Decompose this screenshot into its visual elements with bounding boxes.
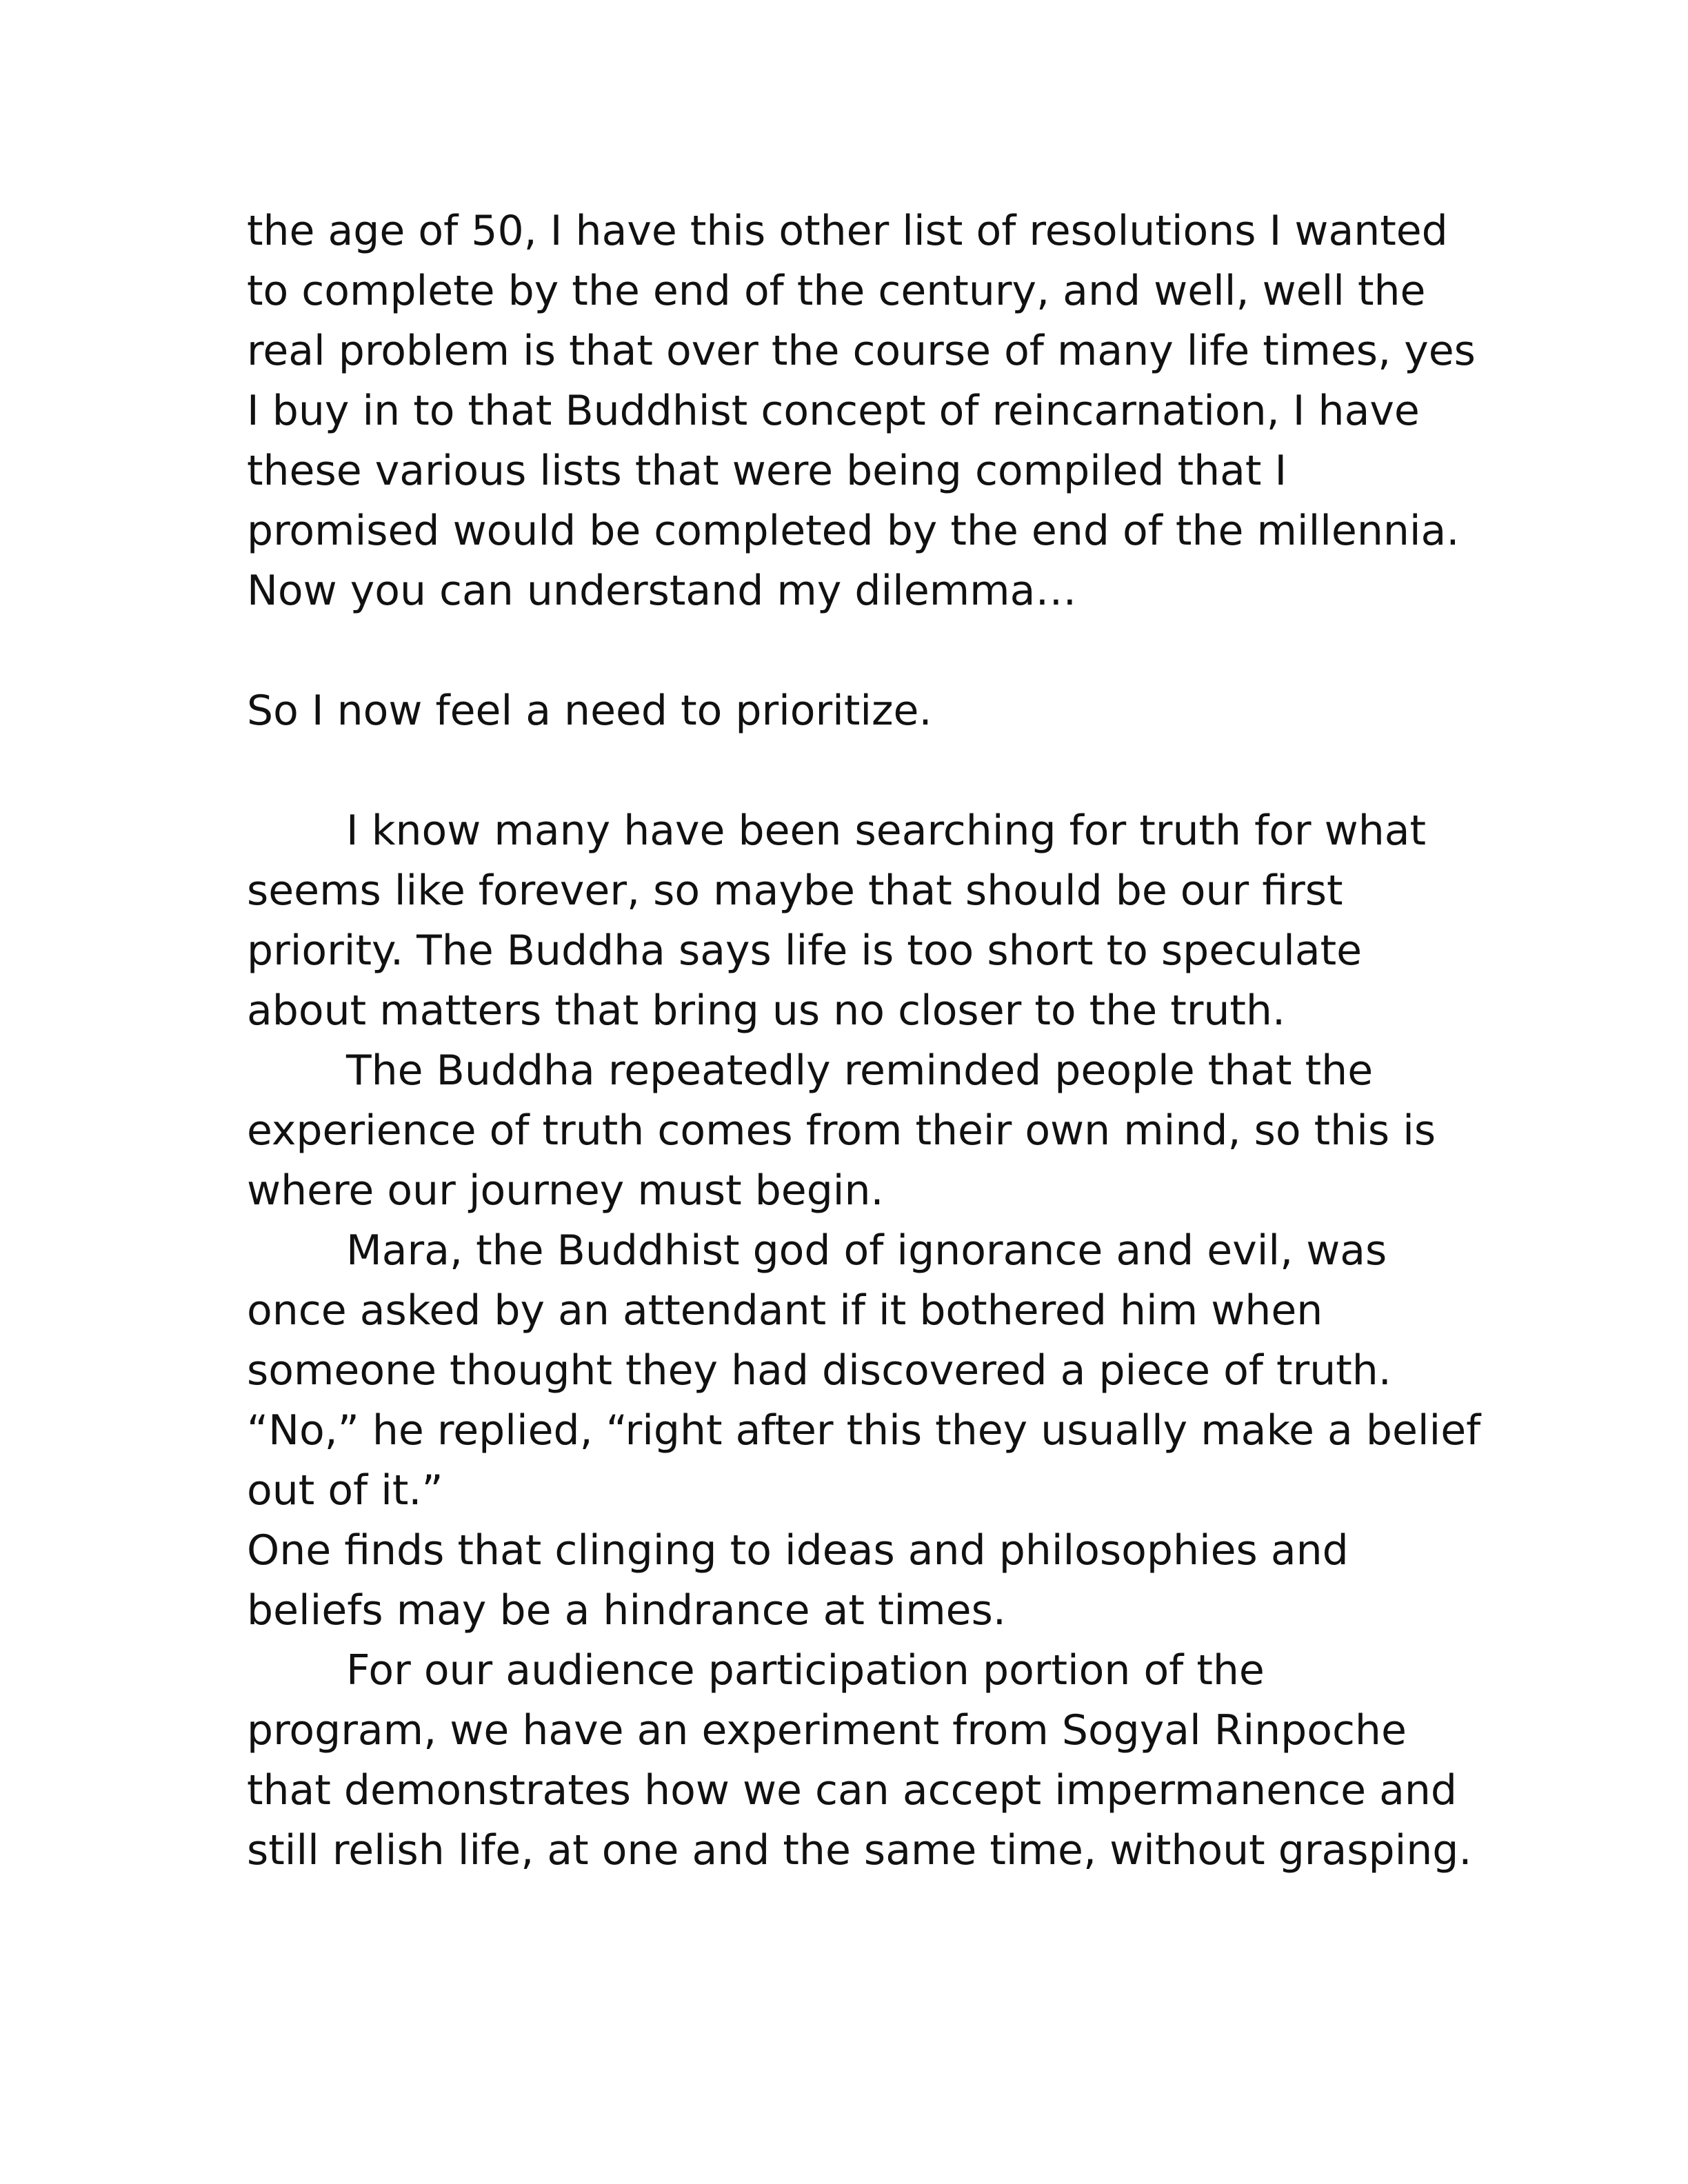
text-line: beliefs may be a hindrance at times. (247, 1586, 1006, 1635)
body-text (247, 201, 1481, 1881)
paragraph-spacer (247, 741, 1460, 801)
paragraph-own-mind (247, 1041, 1460, 1221)
paragraph-spacer (247, 621, 1460, 681)
text-line: For our audience participation portion of the (346, 1646, 1265, 1695)
text-line: experience of truth comes from their own mind, so this is (247, 1106, 1436, 1155)
text-line: So I now feel a need to prioritize. (247, 687, 932, 735)
paragraph-clinging (247, 1521, 1460, 1641)
text-line: Now you can understand my dilemma… (247, 567, 1077, 615)
text-line: I know many have been searching for truth for what (346, 807, 1427, 855)
text-line: that demonstrates how we can accept impermanence and (247, 1766, 1457, 1814)
text-line: I buy in to that Buddhist concept of reincarnation, I have (247, 387, 1420, 435)
text-line: One finds that clinging to ideas and philosophies and (247, 1526, 1349, 1575)
text-line: real problem is that over the course of many life times, yes (247, 327, 1476, 375)
text-line: seems like forever, so maybe that should be our first (247, 867, 1343, 915)
paragraph-searching-truth (247, 801, 1460, 1041)
text-line: out of it.” (247, 1466, 443, 1515)
text-line: these various lists that were being compiled that I (247, 447, 1287, 495)
text-line: once asked by an attendant if it bothered him when (247, 1286, 1323, 1335)
text-line: someone thought they had discovered a piece of truth. (247, 1346, 1391, 1395)
paragraph-resolutions (247, 201, 1476, 621)
text-line: about matters that bring us no closer to the truth. (247, 987, 1286, 1035)
text-line: The Buddha repeatedly reminded people that the (346, 1046, 1374, 1095)
text-line: to complete by the end of the century, and well, well the (247, 267, 1426, 315)
paragraph-audience-participation (247, 1641, 1472, 1881)
text-line: promised would be completed by the end of the millennia. (247, 507, 1460, 555)
text-line: priority. The Buddha says life is too short to speculate (247, 927, 1363, 975)
text-line: where our journey must begin. (247, 1166, 884, 1215)
text-line: the age of 50, I have this other list of resolutions I wanted (247, 207, 1448, 255)
paragraph-mara (247, 1221, 1481, 1521)
text-line: Mara, the Buddhist god of ignorance and evil, was (346, 1226, 1387, 1275)
text-line: program, we have an experiment from Sogyal Rinpoche (247, 1706, 1407, 1755)
paragraph-prioritize (247, 681, 1460, 741)
text-line: “No,” he replied, “right after this they usually make a belief (247, 1406, 1481, 1455)
text-line: still relish life, at one and the same time, without grasping. (247, 1826, 1472, 1874)
